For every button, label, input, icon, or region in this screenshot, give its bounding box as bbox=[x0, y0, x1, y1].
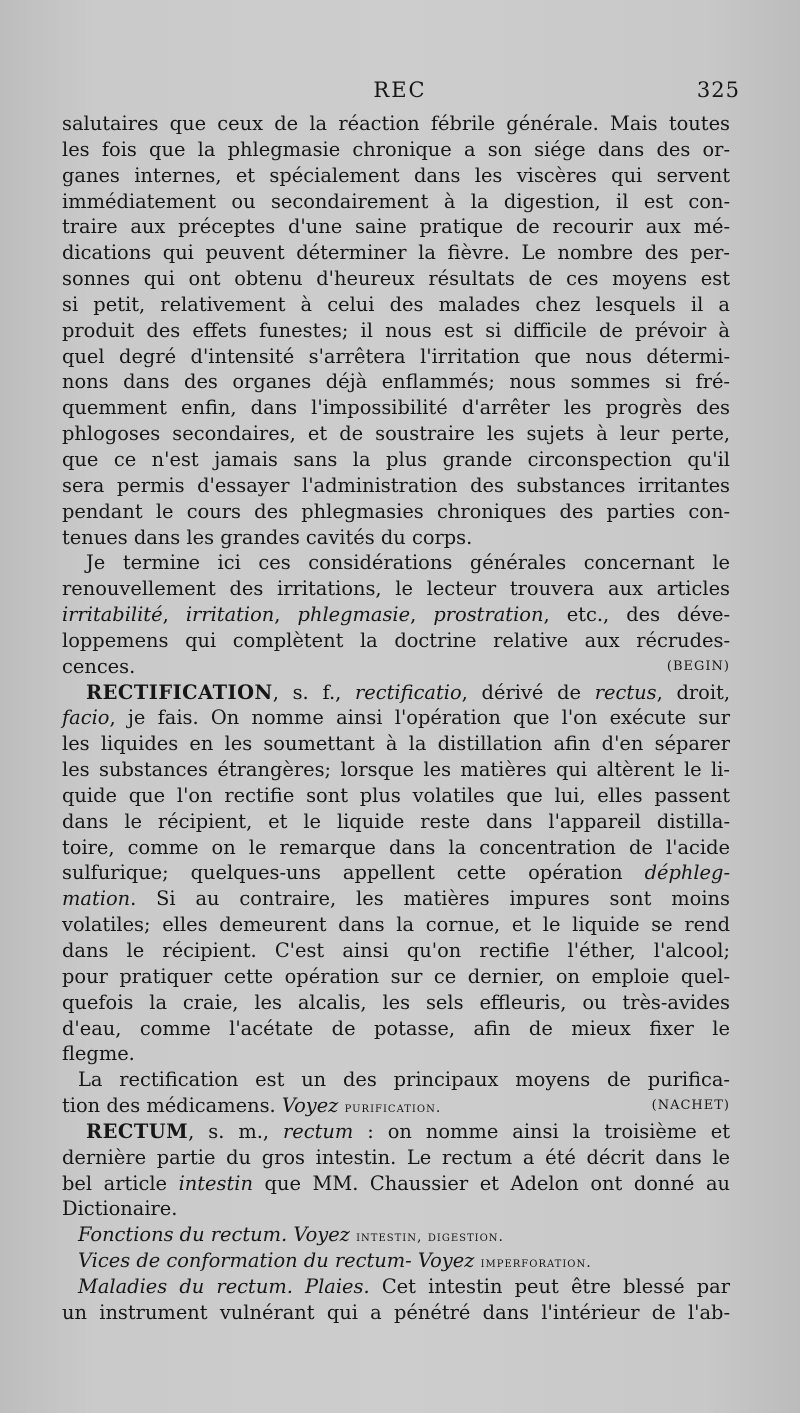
text-line: que ce n'est jamais sans la plus grande circonspection qu'il bbox=[62, 447, 730, 471]
text-line bbox=[62, 1171, 730, 1197]
text-fragment: sulfurique; quelques-uns appellent cette opération bbox=[62, 861, 645, 885]
running-title: REC bbox=[373, 78, 427, 102]
text-line: les substances étrangères; lorsque les matières qui altèrent le li- bbox=[62, 758, 730, 782]
italic-term: mation bbox=[62, 887, 131, 911]
see-also-label: Voyez bbox=[293, 1223, 350, 1247]
subsection-vices bbox=[62, 1248, 730, 1274]
text-line bbox=[62, 680, 730, 706]
subsection-maladies bbox=[62, 1274, 730, 1300]
text-line: quefois la craie, les alcalis, les sels effleuris, ou très-avides bbox=[62, 990, 730, 1014]
text-line: pendant le cours des phlegmasies chroniques des parties con- bbox=[62, 499, 730, 523]
text-line: quemment enfin, dans l'impossibilité d'arrêter les progrès des bbox=[62, 396, 730, 420]
text-line: quel degré d'intensité s'arrêtera l'irritation que nous détermi- bbox=[62, 344, 730, 368]
text-line: nons dans des organes déjà enflammés; nous sommes si fré- bbox=[62, 370, 730, 394]
separator: , bbox=[274, 603, 298, 627]
text-line: ganes internes, et spécialement dans les viscères qui servent bbox=[62, 163, 730, 187]
text-line: d'eau, comme l'acétate de potasse, afin de mieux fixer le bbox=[62, 1016, 730, 1040]
text-line bbox=[62, 1119, 730, 1145]
text-line: La rectification est un des principaux moyens de purifica- bbox=[78, 1068, 730, 1092]
text-line: renouvellement des irritations, le lecteur trouvera aux articles bbox=[62, 577, 730, 601]
grammar-note: , s. f., bbox=[272, 680, 356, 704]
text-fragment: Cet intestin peut être blessé par bbox=[369, 1274, 730, 1298]
text-line: toire, comme on le remarque dans la concentration de l'acide bbox=[62, 835, 730, 859]
text-line bbox=[62, 860, 730, 886]
entry-headword: RECTUM bbox=[86, 1119, 189, 1143]
subsection-title: Plaies. bbox=[305, 1274, 370, 1298]
text-line: phlogoses secondaires, et de soustraire les sujets à leur perte, bbox=[62, 422, 730, 446]
text-line bbox=[62, 654, 730, 680]
see-also-label: Voyez bbox=[281, 1094, 339, 1118]
italic-term: déphleg- bbox=[644, 861, 730, 885]
text-line: si petit, relativement à celui des malades chez lesquels il a bbox=[62, 292, 730, 316]
subsection-fonctions bbox=[62, 1222, 730, 1248]
text-line: quide que l'on rectifie sont plus volatiles que lui, elles passent bbox=[62, 783, 730, 807]
paragraph-conclusion bbox=[62, 550, 730, 679]
latin-term: rectificatio bbox=[355, 680, 462, 704]
text-fragment: , je fais. On nomme ainsi l'opération que l'on exécute sur bbox=[109, 706, 730, 730]
text-line bbox=[62, 705, 730, 731]
text-fragment: : on nomme ainsi la troisième et bbox=[367, 1119, 730, 1143]
entry-rectification bbox=[62, 680, 730, 1119]
text-line: un instrument vulnérant qui a pénétré dans l'intérieur de l'ab- bbox=[62, 1300, 730, 1324]
text-fragment: , droit, bbox=[656, 680, 730, 704]
text-line: les liquides en les soumettant à la distillation afin d'en séparer bbox=[62, 732, 730, 756]
text-line bbox=[62, 1093, 730, 1119]
cross-reference: purification. bbox=[344, 1100, 442, 1117]
cross-reference: phlegmasie bbox=[297, 603, 411, 627]
separator: , bbox=[410, 603, 434, 627]
text-line: flegme. bbox=[62, 1042, 135, 1066]
text-line: sonnes qui ont obtenu d'heureux résultats de ces moyens est bbox=[62, 267, 730, 291]
text-line: Je termine ici ces considérations générales concernant le bbox=[86, 551, 730, 575]
subsection-title: Fonctions du rectum. bbox=[78, 1223, 288, 1247]
text-line: les fois que la phlegmasie chronique a son siége dans des or- bbox=[62, 137, 730, 161]
subsection-title: Maladies du rectum. bbox=[78, 1274, 293, 1298]
text-fragment: , dérivé de bbox=[461, 680, 595, 704]
text-line: volatiles; elles demeurent dans la cornue, et le liquide se rend bbox=[62, 913, 730, 937]
entry-rectum bbox=[62, 1119, 730, 1326]
text-line: produit des effets funestes; il nous est si difficile de prévoir à bbox=[62, 318, 730, 342]
text-line: loppemens qui complètent la doctrine relative aux récrudes- bbox=[62, 628, 730, 652]
latin-root: facio bbox=[62, 706, 110, 730]
cross-reference: irritabilité bbox=[62, 603, 163, 627]
page-number: 325 bbox=[696, 78, 740, 102]
text-line: sera permis d'essayer l'administration des substances irritantes bbox=[62, 473, 730, 497]
latin-root: rectus bbox=[594, 680, 657, 704]
page-header bbox=[60, 78, 740, 108]
latin-term: rectum bbox=[283, 1119, 354, 1143]
text-line: dications qui peuvent déterminer la fièvre. Le nombre des per- bbox=[62, 241, 730, 265]
text-line: Dictionaire. bbox=[62, 1197, 178, 1221]
body-text bbox=[62, 111, 730, 1326]
subsection-title: Vices de conformation du rectum- bbox=[78, 1249, 412, 1273]
author-signature: (NACHET) bbox=[651, 1098, 730, 1114]
text-line: dans le récipient. C'est ainsi qu'on rectifie l'éther, l'alcool; bbox=[62, 939, 730, 962]
text-line: pour pratiquer cette opération sur ce dernier, on emploie quel- bbox=[62, 964, 730, 988]
text-line: dernière partie du gros intestin. Le rectum a été décrit dans le bbox=[62, 1145, 730, 1169]
text-fragment: que MM. Chaussier et Adelon ont donné au bbox=[252, 1171, 730, 1195]
text-line: traire aux préceptes d'une saine pratique de recourir aux mé- bbox=[62, 215, 730, 239]
paragraph-continuation bbox=[62, 111, 730, 550]
cross-reference: irritation bbox=[185, 603, 275, 627]
entry-headword: RECTIFICATION bbox=[86, 680, 273, 704]
grammar-note: , s. m., bbox=[188, 1119, 284, 1143]
cross-reference: imperforation. bbox=[480, 1255, 592, 1272]
separator: , bbox=[162, 603, 186, 627]
text-line: tenues dans les grandes cavités du corps. bbox=[62, 525, 473, 549]
text-line: immédiatement ou secondairement à la digestion, il est con- bbox=[62, 189, 730, 213]
text-line bbox=[62, 602, 730, 628]
cross-reference: prostration bbox=[433, 603, 544, 627]
text-fragment: . Si au contraire, les matières impures sont moins bbox=[130, 887, 730, 911]
text-line: dans le récipient, et le liquide reste dans l'appareil distilla- bbox=[62, 809, 730, 833]
text-line bbox=[62, 886, 730, 912]
text-fragment: , etc., des déve- bbox=[543, 603, 731, 627]
text-fragment: bel article bbox=[62, 1171, 179, 1195]
see-also-label: Voyez bbox=[417, 1249, 475, 1273]
text-fragment: tion des médicamens. bbox=[62, 1094, 282, 1118]
cross-reference: intestin bbox=[178, 1171, 253, 1195]
author-signature: (BEGIN) bbox=[666, 658, 730, 674]
text-fragment: cences. bbox=[62, 654, 136, 678]
cross-reference: intestin, digestion. bbox=[356, 1229, 504, 1246]
text-line: salutaires que ceux de la réaction fébrile générale. Mais toutes bbox=[62, 112, 730, 135]
